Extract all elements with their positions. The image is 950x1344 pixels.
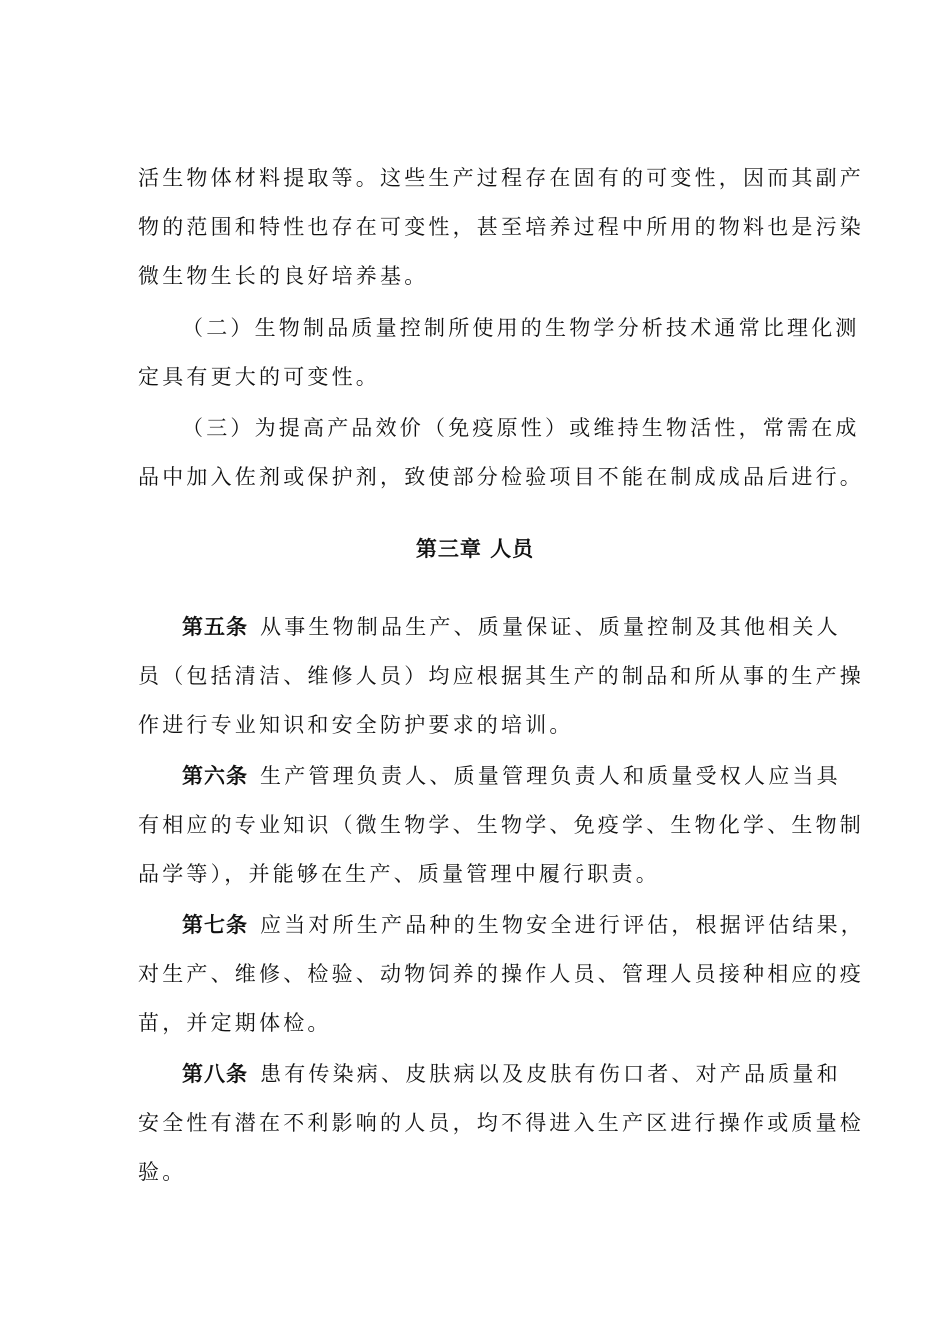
paragraph-line: 物的范围和特性也存在可变性，甚至培养过程中所用的物料也是污染 — [138, 215, 864, 239]
article-5-line: 员（包括清洁、维修人员）均应根据其生产的制品和所从事的生产操 — [138, 664, 864, 688]
article-7-text: 应当对所生产品种的生物安全进行评估，根据评估结果， — [260, 913, 865, 937]
paragraph-line: 微生物生长的良好培养基。 — [138, 264, 429, 288]
article-5-first-line — [182, 612, 841, 642]
article-5-line: 作进行专业知识和安全防护要求的培训。 — [138, 713, 574, 737]
article-7-line: 对生产、维修、检验、动物饲养的操作人员、管理人员接种相应的疫 — [138, 962, 864, 986]
item-3-line: 品中加入佐剂或保护剂，致使部分检验项目不能在制成成品后进行。 — [138, 465, 864, 489]
article-8-label: 第八条 — [182, 1062, 248, 1086]
item-3-line: （三）为提高产品效价（免疫原性）或维持生物活性，常需在成 — [182, 416, 860, 440]
article-6-line: 有相应的专业知识（微生物学、生物学、免疫学、生物化学、生物制 — [138, 813, 864, 837]
article-6-first-line — [182, 761, 841, 791]
article-8-line: 验。 — [138, 1160, 187, 1184]
article-6-text: 生产管理负责人、质量管理负责人和质量受权人应当具 — [260, 764, 841, 788]
article-6-line: 品学等），并能够在生产、质量管理中履行职责。 — [138, 862, 660, 886]
article-7-label: 第七条 — [182, 913, 248, 937]
article-7-first-line — [182, 910, 865, 940]
item-2-line: （二）生物制品质量控制所使用的生物学分析技术通常比理化测 — [182, 316, 860, 340]
article-5-label: 第五条 — [182, 615, 248, 639]
chapter-heading: 第三章 人员 — [415, 537, 535, 561]
article-5-text: 从事生物制品生产、质量保证、质量控制及其他相关人 — [260, 615, 841, 639]
item-2-line: 定具有更大的可变性。 — [138, 365, 380, 389]
article-8-line: 安全性有潜在不利影响的人员，均不得进入生产区进行操作或质量检 — [138, 1111, 864, 1135]
article-6-label: 第六条 — [182, 764, 248, 788]
article-7-line: 苗，并定期体检。 — [138, 1011, 332, 1035]
paragraph-line: 活生物体材料提取等。这些生产过程存在固有的可变性，因而其副产 — [138, 166, 864, 190]
article-8-first-line — [182, 1059, 841, 1089]
article-8-text: 患有传染病、皮肤病以及皮肤有伤口者、对产品质量和 — [260, 1062, 841, 1086]
